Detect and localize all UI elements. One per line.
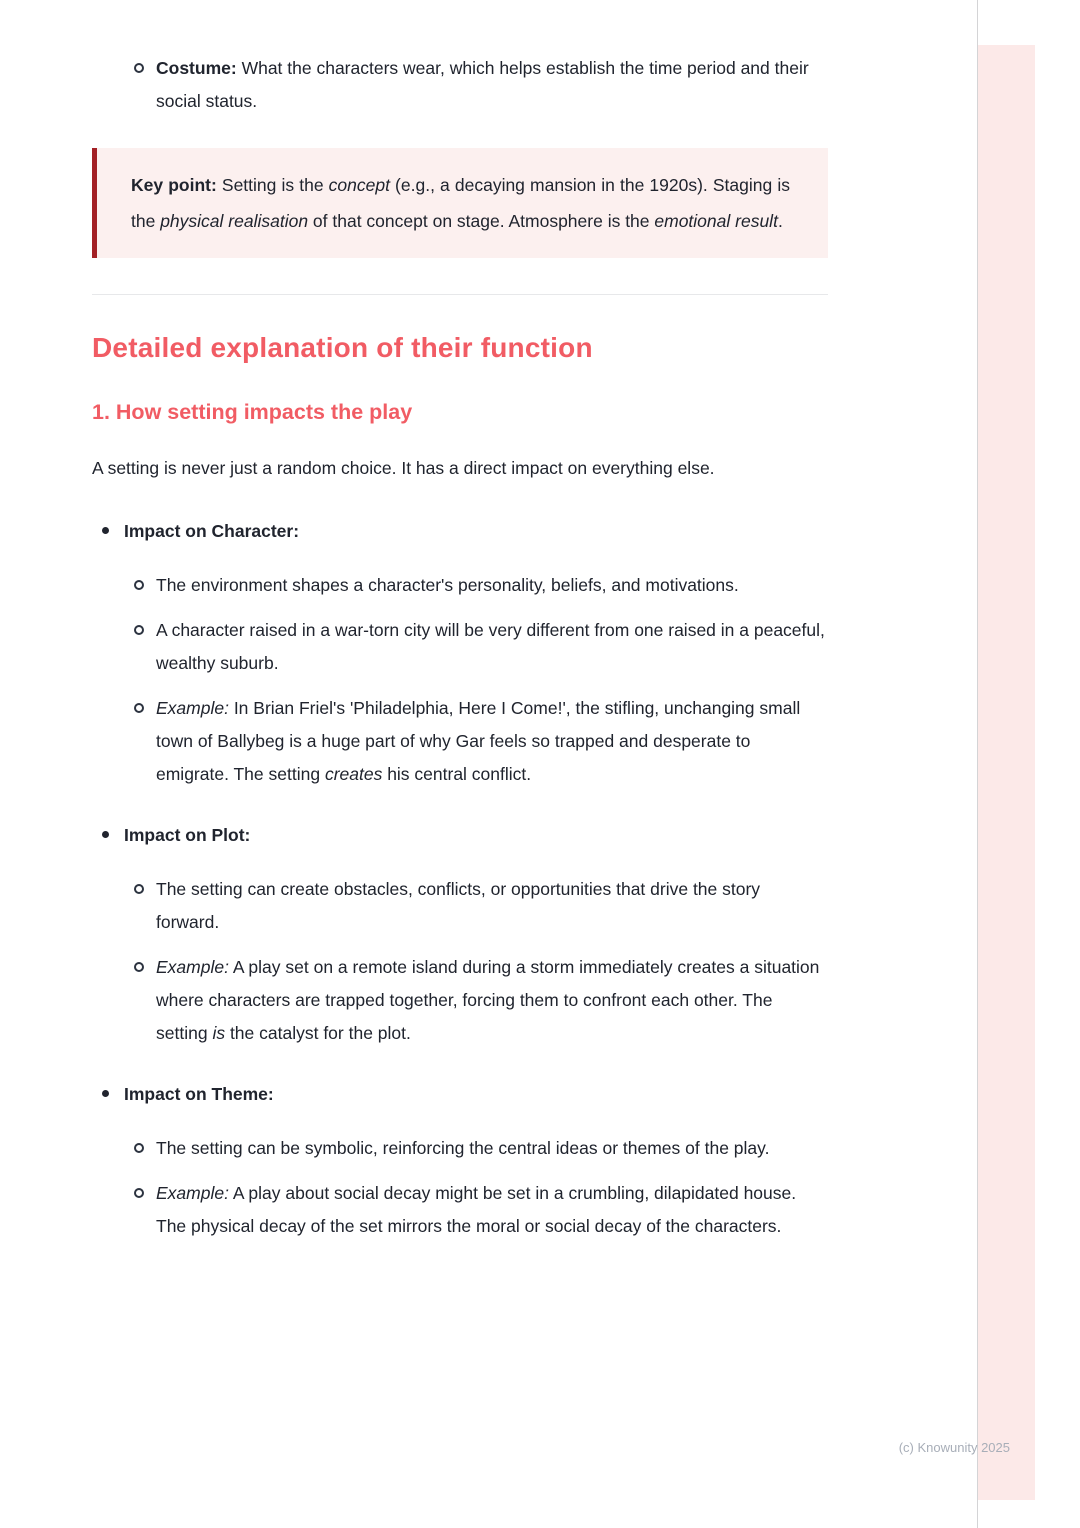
list-item	[92, 1132, 828, 1165]
page-content	[92, 0, 828, 1255]
list-item	[92, 614, 828, 680]
list-item	[92, 569, 828, 602]
impact-heading: Impact on Character:	[124, 521, 300, 541]
bullet-text: The environment shapes a character's personality, beliefs, and motivations.	[156, 575, 739, 595]
list-item	[92, 692, 828, 791]
impact-heading: Impact on Plot:	[124, 825, 251, 845]
page-margin-strip	[978, 45, 1035, 1500]
bullet-circle-icon	[134, 703, 144, 713]
bullet-circle-icon	[134, 625, 144, 635]
bullet-text: Example: In Brian Friel's 'Philadelphia, Here I Come!', the stifling, unchanging small town of Ballybeg is a huge part of why Gar feels so trapped and desperate to emigrate. The setting creates his central conflict.	[156, 698, 801, 784]
bullet-text: Example: A play about social decay might be set in a crumbling, dilapidated house. The physical decay of the set mirrors the moral or social decay of the characters.	[156, 1183, 797, 1236]
list-item	[92, 1078, 828, 1110]
subsection-title: 1. How setting impacts the play	[92, 400, 413, 424]
top-bullet-list	[92, 0, 828, 118]
section-title: Detailed explanation of their function	[92, 332, 593, 363]
key-point-text: Key point: Setting is the concept (e.g., a decaying mansion in the 1920s). Staging is the physical realisation of that concept on stage. Atmosphere is the emotional result.	[131, 175, 790, 231]
impact-points	[92, 873, 828, 1050]
bullet-text: The setting can be symbolic, reinforcing the central ideas or themes of the play.	[156, 1138, 770, 1158]
list-item	[92, 873, 828, 939]
copyright-footer: (c) Knowunity 2025	[898, 1440, 1010, 1455]
bullet-circle-icon	[134, 1188, 144, 1198]
impact-points	[92, 1132, 828, 1243]
impact-section-character	[92, 515, 828, 791]
list-item	[92, 1177, 828, 1243]
bullet-circle-icon	[134, 580, 144, 590]
divider	[92, 294, 828, 295]
key-point-callout	[92, 148, 828, 258]
list-item	[92, 951, 828, 1050]
bullet-text: A character raised in a war-torn city will be very different from one raised in a peaceful, wealthy suburb.	[156, 620, 825, 673]
bullet-circle-icon	[134, 962, 144, 972]
bullet-circle-icon	[134, 1143, 144, 1153]
bullet-dot-icon	[102, 1090, 109, 1097]
impact-section-plot	[92, 819, 828, 1050]
impact-points	[92, 569, 828, 791]
impact-heading: Impact on Theme:	[124, 1084, 274, 1104]
bullet-text: Example: A play set on a remote island during a storm immediately creates a situation where characters are trapped together, forcing them to confront each other. The setting is the catalyst for the plot.	[156, 957, 820, 1043]
list-item	[92, 515, 828, 547]
list-item	[92, 819, 828, 851]
list-item	[92, 52, 828, 118]
bullet-dot-icon	[102, 831, 109, 838]
bullet-text: Costume: What the characters wear, which helps establish the time period and their social status.	[156, 58, 809, 111]
bullet-dot-icon	[102, 527, 109, 534]
bullet-text: The setting can create obstacles, conflicts, or opportunities that drive the story forward.	[156, 879, 761, 932]
bullet-circle-icon	[134, 884, 144, 894]
intro-paragraph: A setting is never just a random choice. It has a direct impact on everything else.	[92, 458, 715, 478]
bullet-circle-icon	[134, 63, 144, 73]
impact-section-theme	[92, 1078, 828, 1243]
